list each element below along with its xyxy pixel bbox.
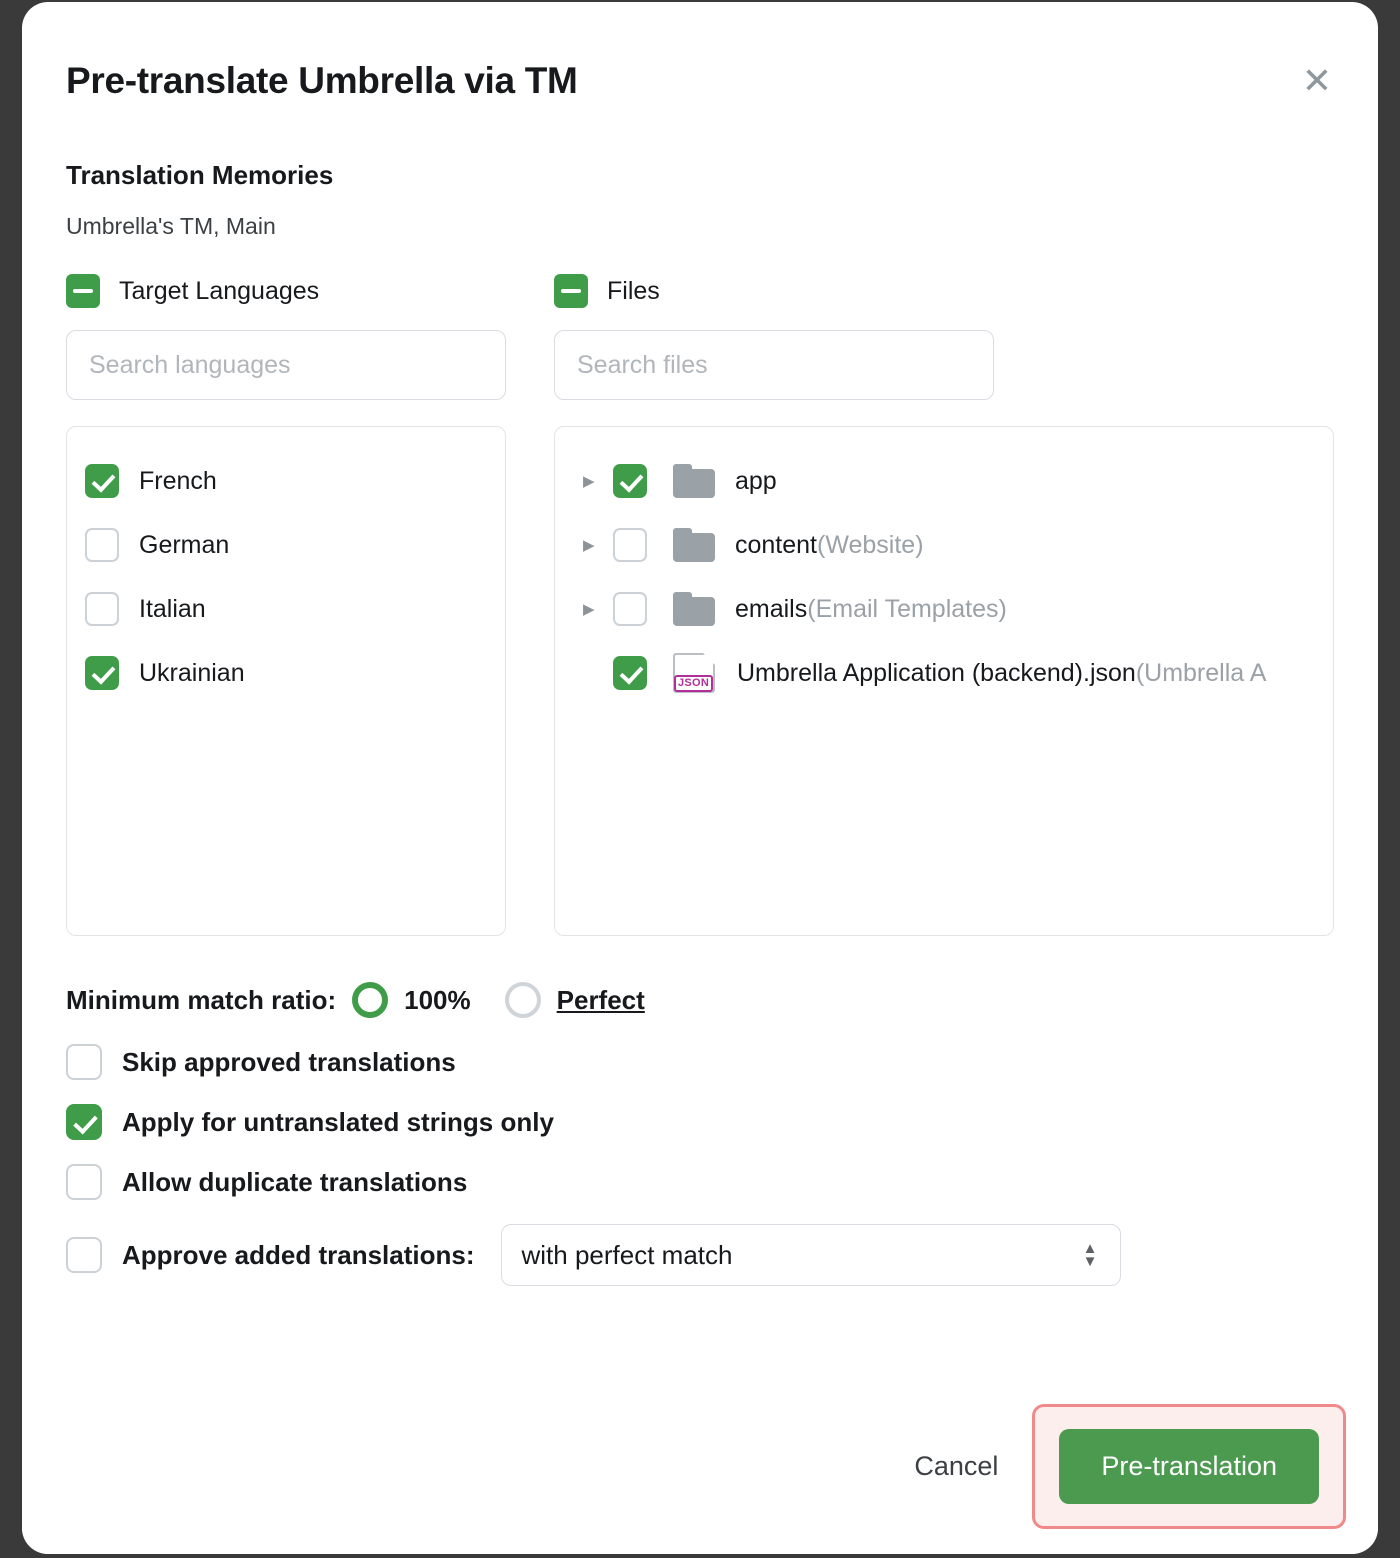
files-header[interactable] xyxy=(554,274,1334,308)
allow-duplicates-label: Allow duplicate translations xyxy=(122,1166,468,1197)
untranslated-only-label: Apply for untranslated strings only xyxy=(122,1106,554,1137)
language-checkbox[interactable] xyxy=(85,528,119,562)
language-label: French xyxy=(139,466,217,495)
dialog-header xyxy=(22,2,1378,102)
translation-memories-list: Umbrella's TM, Main xyxy=(66,213,276,239)
list-item[interactable] xyxy=(583,577,1315,641)
approve-added-checkbox[interactable] xyxy=(66,1237,102,1273)
file-label: Umbrella Application (backend).json xyxy=(737,658,1136,687)
folder-icon xyxy=(673,592,715,626)
untranslated-only-checkbox[interactable] xyxy=(66,1104,102,1140)
approve-match-select-value: with perfect match xyxy=(521,1239,733,1270)
dialog-footer xyxy=(22,1378,1378,1554)
json-file-icon: JSON xyxy=(673,653,715,693)
allow-duplicates-row[interactable] xyxy=(66,1164,1334,1200)
skip-approved-row[interactable] xyxy=(66,1044,1334,1080)
options-section xyxy=(22,982,1378,1286)
minimum-match-ratio-label: Minimum match ratio: xyxy=(66,984,337,1015)
match-ratio-label-perfect: Perfect xyxy=(556,984,645,1015)
match-ratio-radio-perfect[interactable] xyxy=(505,982,541,1018)
chevron-updown-icon: ▲ ▼ xyxy=(1082,1240,1098,1270)
search-languages-input[interactable] xyxy=(66,330,506,400)
selection-columns xyxy=(22,274,1378,936)
target-languages-label: Target Languages xyxy=(119,276,320,305)
language-label: German xyxy=(139,530,230,559)
match-ratio-radio-100[interactable] xyxy=(352,982,388,1018)
language-checkbox[interactable] xyxy=(85,592,119,626)
list-item[interactable] xyxy=(85,641,487,705)
approve-added-label: Approve added translations: xyxy=(122,1239,475,1270)
approve-match-select[interactable] xyxy=(501,1224,1121,1286)
language-checkbox[interactable] xyxy=(85,464,119,498)
list-item[interactable] xyxy=(85,577,487,641)
minimum-match-ratio-row xyxy=(66,982,1334,1018)
file-checkbox[interactable] xyxy=(613,656,647,690)
chevron-right-icon[interactable]: ▶ xyxy=(583,472,595,490)
indeterminate-checkbox-icon[interactable] xyxy=(554,274,588,308)
language-checkbox[interactable] xyxy=(85,656,119,690)
search-files-input[interactable] xyxy=(554,330,994,400)
language-label: Ukrainian xyxy=(139,658,245,687)
chevron-right-icon[interactable]: ▶ xyxy=(583,600,595,618)
allow-duplicates-checkbox[interactable] xyxy=(66,1164,102,1200)
file-label: content xyxy=(735,530,818,559)
file-label: app xyxy=(735,466,777,495)
target-languages-panel xyxy=(66,274,506,936)
list-item[interactable] xyxy=(583,449,1315,513)
target-languages-header[interactable] xyxy=(66,274,506,308)
list-item[interactable] xyxy=(85,449,487,513)
pre-translation-button[interactable]: Pre-translation xyxy=(1059,1429,1319,1504)
skip-approved-checkbox[interactable] xyxy=(66,1044,102,1080)
pre-translate-dialog xyxy=(22,2,1378,1554)
folder-icon xyxy=(673,528,715,562)
file-sublabel: (Email Templates) xyxy=(807,594,1007,623)
approve-added-row xyxy=(66,1224,1334,1286)
page-title: Pre-translate Umbrella via TM xyxy=(66,60,578,101)
cancel-button[interactable]: Cancel xyxy=(914,1450,999,1481)
language-label: Italian xyxy=(139,594,206,623)
file-checkbox[interactable] xyxy=(613,592,647,626)
file-checkbox[interactable] xyxy=(613,528,647,562)
file-label: emails xyxy=(735,594,808,623)
chevron-right-icon[interactable]: ▶ xyxy=(583,536,595,554)
folder-icon xyxy=(673,464,715,498)
file-checkbox[interactable] xyxy=(613,464,647,498)
list-item[interactable] xyxy=(85,513,487,577)
file-sublabel: (Umbrella A xyxy=(1135,658,1267,687)
languages-list xyxy=(66,426,506,936)
close-icon[interactable]: ✕ xyxy=(1301,60,1333,101)
translation-memories-heading: Translation Memories xyxy=(66,160,334,190)
match-ratio-label-100: 100% xyxy=(404,984,471,1015)
files-list xyxy=(554,426,1334,936)
untranslated-only-row[interactable] xyxy=(66,1104,1334,1140)
files-panel xyxy=(554,274,1334,936)
indeterminate-checkbox-icon[interactable] xyxy=(66,274,100,308)
list-item[interactable] xyxy=(583,513,1315,577)
list-item[interactable] xyxy=(583,641,1315,705)
files-label: Files xyxy=(607,276,660,305)
primary-action-highlight xyxy=(1032,1404,1346,1529)
skip-approved-label: Skip approved translations xyxy=(122,1046,456,1077)
file-sublabel: (Website) xyxy=(817,530,924,559)
